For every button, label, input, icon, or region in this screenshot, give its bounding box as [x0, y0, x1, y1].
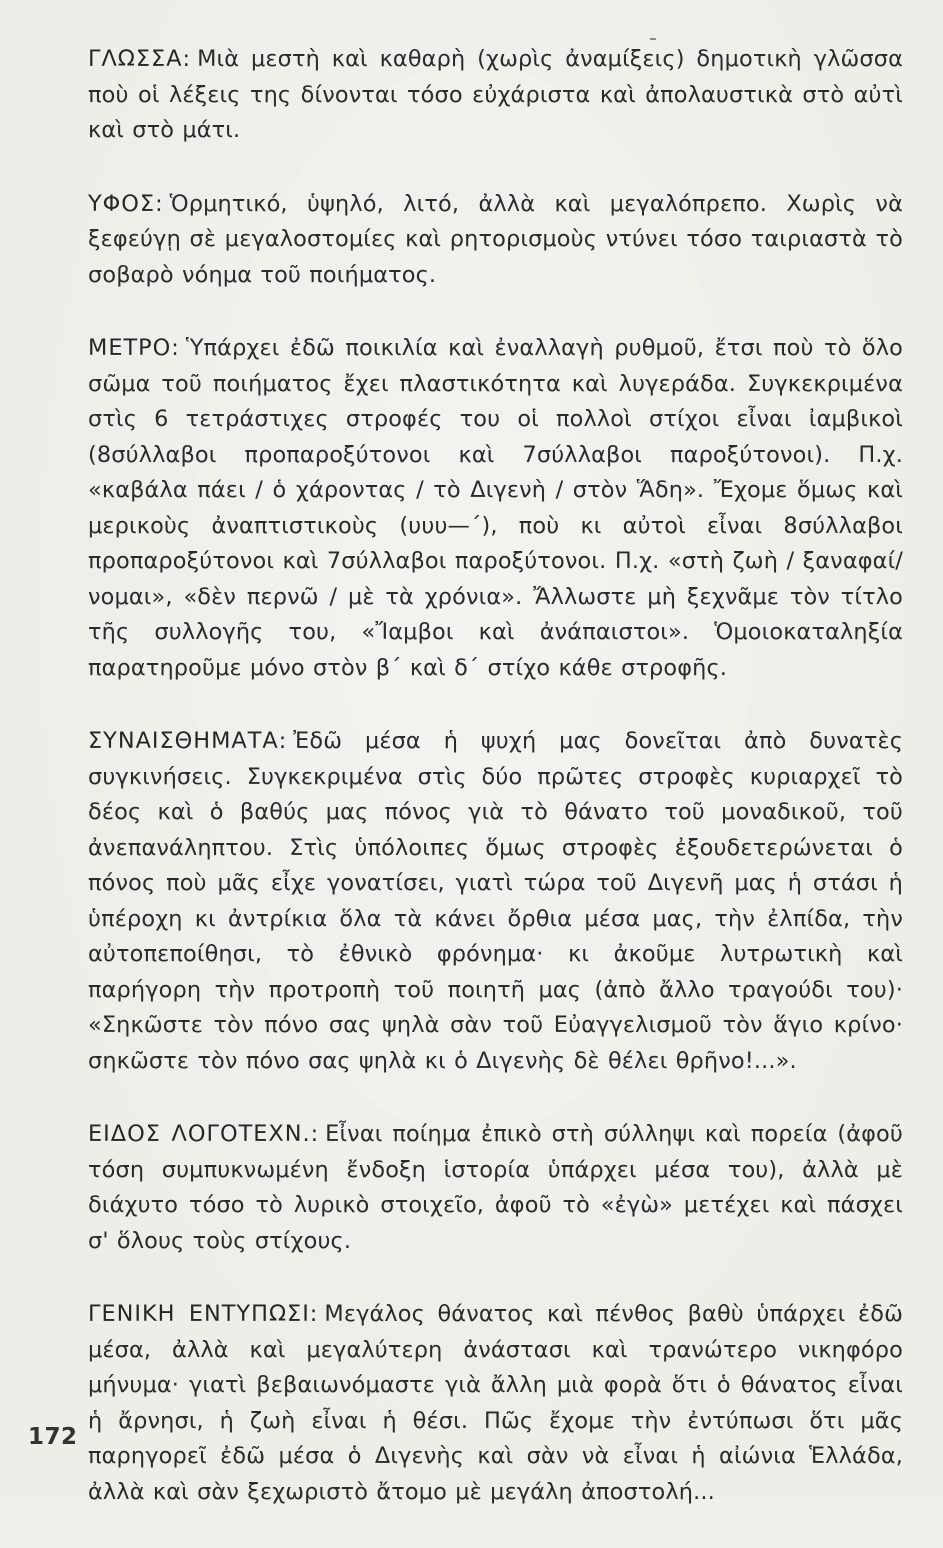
section-label: ΥΦΟΣ:: [88, 190, 164, 217]
section-eidos: [88, 1117, 903, 1259]
section-geniki-entyposi: [88, 1297, 903, 1510]
section-paragraph: [88, 331, 903, 686]
section-synaisthimata: [88, 724, 903, 1079]
section-label: ΜΕΤΡΟ:: [88, 335, 180, 361]
section-metro: [88, 331, 903, 686]
section-paragraph: [88, 187, 903, 294]
section-text: Μιὰ μεστὴ καὶ καθαρὴ (χωρὶς ἀναμίξεις) δημοτικὴ γλῶσσα ποὺ οἱ λέξεις της δίνονται τόσο εὐχάριστα καὶ ἀπολαυστικὰ στὸ αὐτὶ καὶ στὸ μάτι.: [88, 46, 903, 143]
section-paragraph: [88, 1117, 903, 1259]
section-label: ΓΕΝΙΚΗ ΕΝΤΥΠΩΣΙ:: [88, 1301, 319, 1327]
text-column: [88, 42, 903, 1548]
section-text: Εἶναι ποίημα ἐπικὸ στὴ σύλληψι καὶ πορεία (ἀφοῦ τόση συμπυκνωμένη ἔνδοξη ἱστορία ὑπάρχει μέσα του), ἀλλὰ μὲ διάχυτο τόσο τὸ λυρικὸ στοιχεῖο, ἀφοῦ τὸ «ἐγὼ» μετέχει καὶ πάσχει σ' ὅλους τοὺς στίχους.: [88, 1121, 903, 1254]
section-paragraph: [88, 42, 903, 149]
section-yfos: [88, 187, 903, 294]
section-paragraph: [88, 1297, 903, 1510]
section-label: ΕΙΔΟΣ ΛΟΓΟΤΕΧΝ.:: [88, 1121, 320, 1147]
section-text: Ὑπάρχει ἐδῶ ποικιλία καὶ ἐναλλαγὴ ρυθμοῦ, ἔτσι ποὺ τὸ ὅλο σῶμα τοῦ ποιήματος ἔχει πλαστικότητα καὶ λυγεράδα. Συγκεκριμένα στὶς 6 τετράστιχες στροφές του οἱ πολλοὶ στίχοι εἶναι ἰαμβικοὶ (8σύλλαβοι προπαροξύτονοι καὶ 7σύλλαβοι παροξύτονοι). Π.χ. «καβάλα πάει / ὁ χάροντας / τὸ Διγενὴ / στὸν Ἅδη». Ἔχομε ὅμως καὶ μερικοὺς ἀναπτιστικοὺς (υυυ—΄), ποὺ κι αὐτοὶ εἶναι 8σύλλαβοι προπαροξύτονοι καὶ 7σύλλαβοι παροξύτονοι. Π.χ. «στὴ ζωὴ / ξαναφαί/νομαι», «δὲν περνῶ / μὲ τὰ χρόνια». Ἄλλωστε μὴ ξεχνᾶμε τὸν τίτλο τῆς συλλογῆς του, «Ἴαμβοι καὶ ἀνάπαιστοι». Ὁμοιοκαταληξία παρατηροῦμε μόνο στὸν β΄ καὶ δ΄ στίχο κάθε στροφῆς.: [88, 335, 903, 681]
page-number: 172: [28, 1424, 78, 1450]
print-speck: [650, 38, 656, 40]
section-label: ΓΛΩΣΣΑ:: [88, 46, 192, 72]
section-glossa: [88, 42, 903, 149]
section-text: Ἐδῶ μέσα ἡ ψυχή μας δονεῖται ἀπὸ δυνατὲς συγκινήσεις. Συγκεκριμένα στὶς δύο πρῶτες στροφὲς κυριαρχεῖ τὸ δέος καὶ ὁ βαθύς μας πόνος γιὰ τὸ θάνατο τοῦ μοναδικοῦ, τοῦ ἀνεπανάληπτου. Στὶς ὑπόλοιπες ὅμως στροφὲς ἐξουδετερώνεται ὁ πόνος ποὺ μᾶς εἶχε γονατίσει, γιατὶ τώρα τοῦ Διγενῆ μας ἡ στάσι ἡ ὑπέροχη κι ἀντρίκια ὅλα τὰ κάνει ὄρθια μέσα μας, τὴν ἐλπίδα, τὴν αὐτοπεποίθησι, τὸ ἐθνικὸ φρόνημα· κι ἀκοῦμε λυτρωτικὴ καὶ παρήγορη τὴν προτροπὴ τοῦ ποιητῆ μας (ἀπὸ ἄλλο τραγούδι του)· «Σηκῶστε τὸν πόνο σας ψηλὰ σὰν τοῦ Εὐαγγελισμοῦ τὸν ἅγιο κρίνο· σηκῶστε τὸν πόνο σας ψηλὰ κι ὁ Διγενὴς δὲ θέλει θρῆνο!...».: [88, 728, 903, 1074]
section-label: ΣΥΝΑΙΣΘΗΜΑΤΑ:: [88, 728, 288, 754]
section-text: Ὁρμητικό, ὑψηλό, λιτό, ἀλλὰ καὶ μεγαλόπρεπο. Χωρὶς νὰ ξεφεύγῃ σὲ μεγαλοστομίες καὶ ρητορισμοὺς ντύνει τόσο ταιριαστὰ τὸ σοβαρὸ νόημα τοῦ ποιήματος.: [88, 190, 903, 288]
section-paragraph: [88, 724, 903, 1079]
section-text: Μεγάλος θάνατος καὶ πένθος βαθὺ ὑπάρχει ἐδῶ μέσα, ἀλλὰ καὶ μεγαλύτερη ἀνάστασι καὶ τρανώτερο νικηφόρο μήνυμα· γιατὶ βεβαιωνόμαστε γιὰ ἄλλη μιὰ φορὰ ὅτι ὁ θάνατος εἶναι ἡ ἄρνησι, ἡ ζωὴ εἶναι ἡ θέσι. Πῶς ἔχομε τὴν ἐντύπωσι ὅτι μᾶς παρηγορεῖ ἐδῶ μέσα ὁ Διγενὴς καὶ σὰν νὰ εἶναι ἡ αἰώνια Ἑλλάδα, ἀλλὰ καὶ σὰν ξεχωριστὸ ἄτομο μὲ μεγάλη ἀποστολή...: [88, 1301, 903, 1505]
